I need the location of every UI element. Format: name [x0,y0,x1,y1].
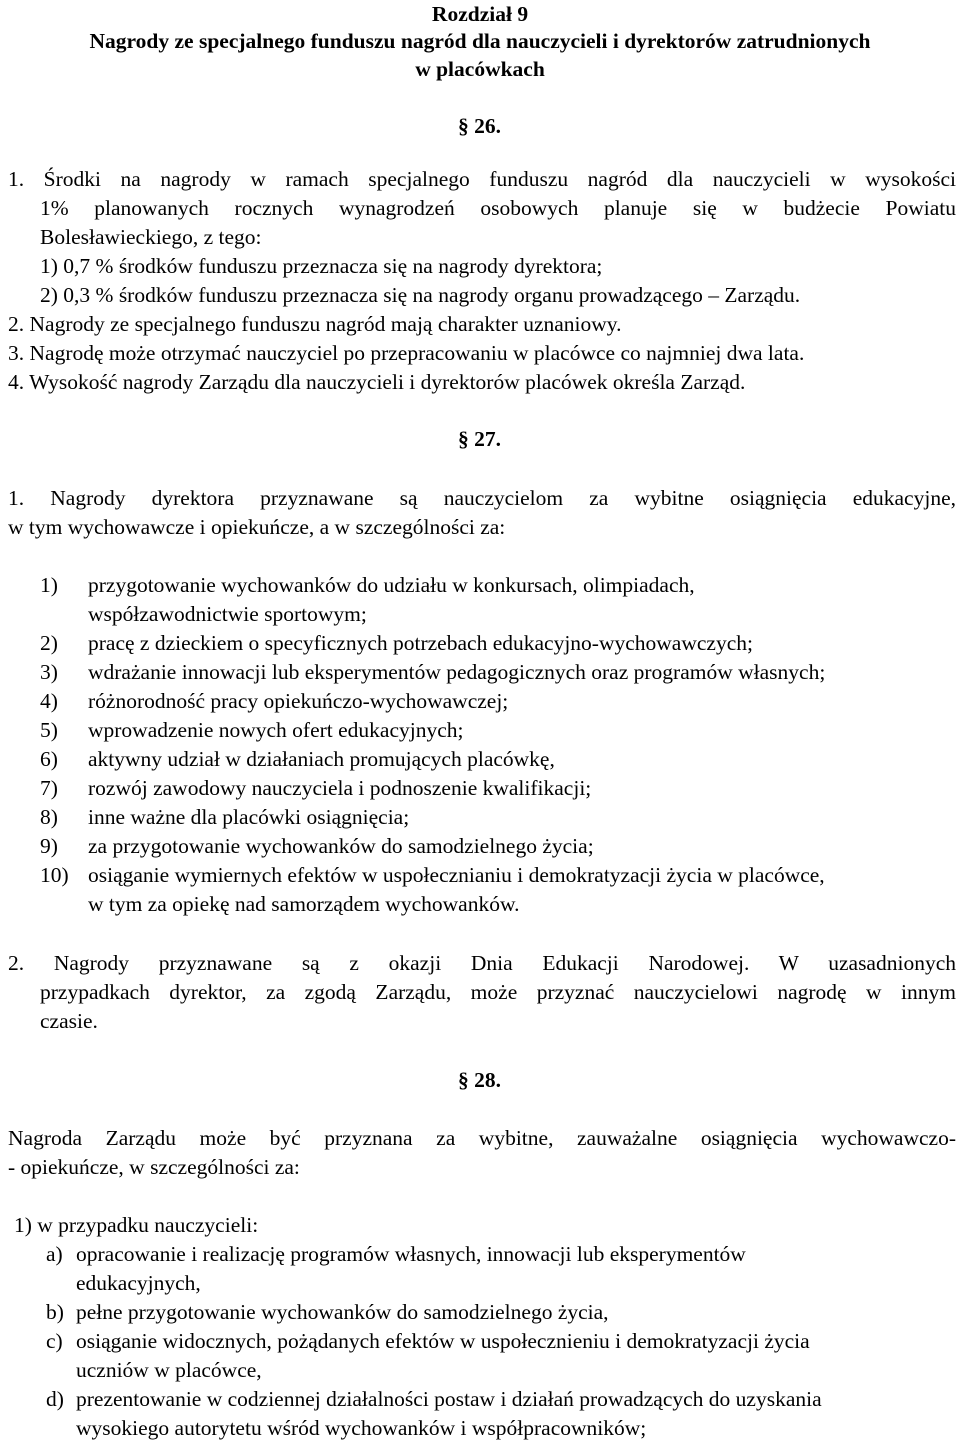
s26-p1-line-3: Bolesławieckiego, z tego: [40,225,262,249]
s27-item-number: 1) [40,573,58,597]
s27-p2-line-3: czasie. [40,1009,98,1033]
s27-item-number: 2) [40,631,58,655]
s27-item-text: wdrażanie innowacji lub eksperymentów pedagogicznych oraz programów własnych; [88,660,826,684]
chapter-label: Rozdział 9 [431,2,529,26]
s28-item-letter: b) [46,1300,64,1324]
s26-p1-line-2: 1% planowanych rocznych wynagrodzeń osobowych planuje się w budżecie Powiatu [40,196,956,220]
s27-item-text: osiąganie wymiernych efektów w uspołecznianiu i demokratyzacji życia w placówce, [88,863,825,887]
s28-item-text-cont: edukacyjnych, [76,1271,201,1295]
section-26-heading: § 26. [458,114,501,138]
s27-item-text: różnorodność pracy opiekuńczo-wychowawczej; [88,689,509,713]
s27-item-number: 3) [40,660,58,684]
s27-item-number: 8) [40,805,58,829]
s27-p1-line-2: w tym wychowawcze i opiekuńcze, a w szczególności za: [8,515,506,539]
s27-item-number: 5) [40,718,58,742]
s27-item-text: wprowadzenie nowych ofert edukacyjnych; [88,718,464,742]
s27-item-text: przygotowanie wychowanków do udziału w konkursach, olimpiadach, [88,573,695,597]
s28-item-letter: a) [46,1242,63,1266]
s28-item-text: opracowanie i realizację programów własnych, innowacji lub eksperymentów [76,1242,746,1266]
s27-item-text: inne ważne dla placówki osiągnięcia; [88,805,410,829]
s28-item-letter: d) [46,1387,64,1411]
chapter-title-line-2: w placówkach [415,57,545,81]
s27-p1-line-1: 1. Nagrody dyrektora przyznawane są nauczycielom za wybitne osiągnięcia edukacyjne, [8,486,956,510]
s27-p2-line-2: przypadkach dyrektor, za zgodą Zarządu, może przyznać nauczycielowi nagrodę w innym [40,980,956,1004]
s27-p2-line-1: 2. Nagrody przyznawane są z okazji Dnia Edukacji Narodowej. W uzasadnionych [8,951,956,975]
s27-item-text: rozwój zawodowy nauczyciela i podnoszenie kwalifikacji; [88,776,592,800]
s27-item-text-cont: współzawodnictwie sportowym; [88,602,367,626]
s28-item-text-cont: uczniów w placówce, [76,1358,262,1382]
s27-item-text: za przygotowanie wychowanków do samodzielnego życia; [88,834,594,858]
section-28-heading: § 28. [458,1068,501,1092]
s28-intro-line-1: Nagroda Zarządu może być przyznana za wybitne, zauważalne osiągnięcia wychowawczo- [8,1126,956,1150]
s27-item-number: 7) [40,776,58,800]
s28-item-text: pełne przygotowanie wychowanków do samodzielnego życia, [76,1300,609,1324]
s27-item-text-cont: w tym za opiekę nad samorządem wychowanków. [88,892,520,916]
chapter-title-line-1: Nagrody ze specjalnego funduszu nagród dla nauczycieli i dyrektorów zatrudnionych [89,29,871,53]
s26-p3: 3. Nagrodę może otrzymać nauczyciel po przepracowaniu w placówce co najmniej dwa lata. [8,341,805,365]
s26-item-2: 2) 0,3 % środków funduszu przeznacza się na nagrody organu prowadzącego – Zarządu. [40,283,801,307]
section-27-heading: § 27. [458,427,501,451]
s27-item-number: 9) [40,834,58,858]
s26-p1-line-1: 1. Środki na nagrody w ramach specjalnego funduszu nagród dla nauczycieli w wysokości [8,167,956,191]
s27-item-number: 6) [40,747,58,771]
s28-item-text: prezentowanie w codziennej działalności postaw i działań prowadzących do uzyskania [76,1387,822,1411]
s27-item-text: aktywny udział w działaniach promujących placówkę, [88,747,555,771]
s28-intro-line-2: - opiekuńcze, w szczególności za: [8,1155,300,1179]
s26-p4: 4. Wysokość nagrody Zarządu dla nauczycieli i dyrektorów placówek określa Zarząd. [8,370,746,394]
s28-item-text-cont: wysokiego autorytetu wśród wychowanków i współpracowników; [76,1416,647,1440]
s27-item-text: pracę z dzieckiem o specyficznych potrzebach edukacyjno-wychowawczych; [88,631,753,655]
s28-item-letter: c) [46,1329,63,1353]
s26-p2: 2. Nagrody ze specjalnego funduszu nagród mają charakter uznaniowy. [8,312,622,336]
s28-item-text: osiąganie widocznych, pożądanych efektów w uspołecznieniu i demokratyzacji życia [76,1329,810,1353]
s28-subheading: 1) w przypadku nauczycieli: [14,1213,259,1237]
s27-item-number: 10) [40,863,69,887]
s26-item-1: 1) 0,7 % środków funduszu przeznacza się na nagrody dyrektora; [40,254,603,278]
s27-item-number: 4) [40,689,58,713]
